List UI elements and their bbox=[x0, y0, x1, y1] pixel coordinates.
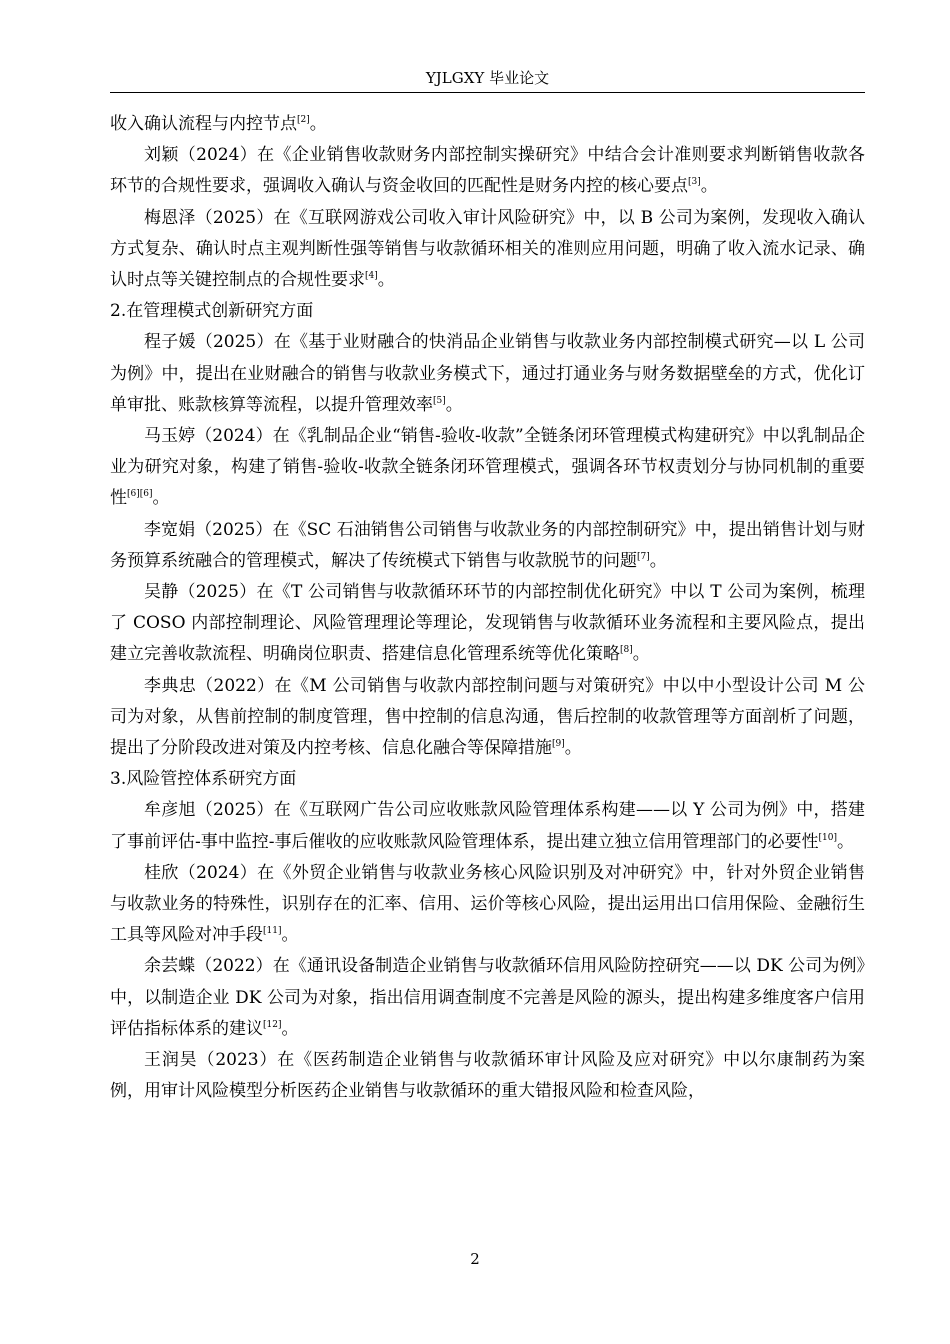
paragraph: 梅恩泽（2025）在《互联网游戏公司收入审计风险研究》中，以 B 公司为案例，发现收入确认方式复杂、确认时点主观判断性强等销售与收款循环相关的准则应用问题，明确了收入流水记录、确认时点等关键控制点的合规性要求[4]。 bbox=[110, 207, 865, 291]
citation-ref: [4] bbox=[365, 271, 378, 282]
header-title: YJLGXY 毕业论文 bbox=[425, 69, 550, 87]
citation-ref: [12] bbox=[263, 1019, 282, 1030]
paragraph: 余芸蝶（2022）在《通讯设备制造企业销售与收款循环信用风险防控研究——以 DK 公司为例》中，以制造企业 DK 公司为对象，指出信用调查制度不完善是风险的源头，提出构建多维度客户信用评估指标体系的建议[12]。 bbox=[110, 956, 865, 1039]
paragraph: 程子媛（2025）在《基于业财融合的快消品企业销售与收款业务内部控制模式研究—以 L 公司为例》中，提出在业财融合的销售与收款业务模式下，通过打通业务与财务数据壁垒的方式，优化订单审批、账款核算等流程，以提升管理效率[5]。 bbox=[110, 332, 865, 415]
page-number: 2 bbox=[470, 1250, 480, 1268]
citation-ref: [3] bbox=[688, 177, 701, 188]
citation-ref: [5] bbox=[433, 395, 446, 406]
paragraph: 桂欣（2024）在《外贸企业销售与收款业务核心风险识别及对冲研究》中，针对外贸企业销售与收款业务的特殊性，识别存在的汇率、信用、运价等核心风险，提出运用出口信用保险、金融衍生工具等风险对冲手段[11]。 bbox=[110, 862, 865, 946]
citation-ref: [11] bbox=[263, 926, 282, 937]
document-body bbox=[110, 109, 865, 1108]
page-header bbox=[110, 64, 865, 93]
citation-ref: [10] bbox=[818, 832, 837, 843]
paragraph: 收入确认流程与内控节点[2]。 bbox=[110, 114, 327, 134]
paragraph: 李典忠（2022）在《M 公司销售与收款内部控制问题与对策研究》中以中小型设计公司 M 公司为对象，从售前控制的制度管理，售中控制的信息沟通，售后控制的收款管理等方面剖析了问题，提出了分阶段改进对策及内控考核、信息化融合等保障措施[9]。 bbox=[110, 675, 865, 759]
citation-ref: [8] bbox=[620, 645, 633, 656]
citation-ref: [6][6] bbox=[127, 489, 153, 500]
paragraph: 牟彦旭（2025）在《互联网广告公司应收账款风险管理体系构建——以 Y 公司为例》中，搭建了事前评估-事中监控-事后催收的应收账款风险管理体系，提出建立独立信用管理部门的必要性[10]。 bbox=[110, 800, 865, 852]
paragraph: 李宽娟（2025）在《SC 石油销售公司销售与收款业务的内部控制研究》中，提出销售计划与财务预算系统融合的管理模式，解决了传统模式下销售与收款脱节的问题[7]。 bbox=[110, 519, 865, 571]
section-heading: 2.在管理模式创新研究方面 bbox=[110, 301, 314, 322]
citation-ref: [7] bbox=[637, 551, 650, 562]
paragraph: 马玉婷（2024）在《乳制品企业“销售-验收-收款”全链条闭环管理模式构建研究》中以乳制品企业为研究对象，构建了销售-验收-收款全链条闭环管理模式，强调各环节权责划分与协同机制的重要性[6][6]。 bbox=[110, 426, 865, 509]
paragraph: 王润昊（2023）在《医药制造企业销售与收款循环审计风险及应对研究》中以尔康制药为案例，用审计风险模型分析医药企业销售与收款循环的重大错报风险和检查风险， bbox=[110, 1050, 865, 1102]
paragraph: 刘颖（2024）在《企业销售收款财务内部控制实操研究》中结合会计准则要求判断销售收款各环节的合规性要求，强调收入确认与资金收回的匹配性是财务内控的核心要点[3]。 bbox=[110, 145, 865, 197]
citation-ref: [9] bbox=[552, 739, 565, 750]
citation-ref: [2] bbox=[297, 115, 310, 125]
paragraph: 吴静（2025）在《T 公司销售与收款循环环节的内部控制优化研究》中以 T 公司为案例，梳理了 COSO 内部控制理论、风险管理理论等理论，发现销售与收款循环业务流程和主要风险点，提出建立完善收款流程、明确岗位职责、搭建信息化管理系统等优化策略[8]。 bbox=[110, 582, 865, 665]
section-heading: 3.风险管控体系研究方面 bbox=[110, 769, 297, 790]
